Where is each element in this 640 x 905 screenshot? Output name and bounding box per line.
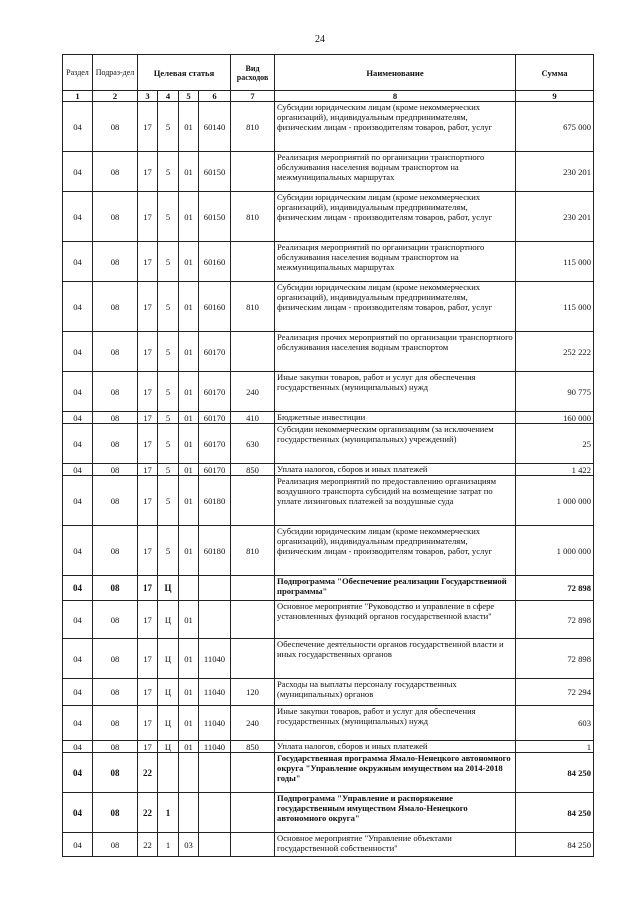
cell-event: 01: [179, 152, 199, 192]
cell-event: [179, 793, 199, 833]
cell-subprogram: 5: [158, 464, 179, 476]
table-row: [63, 793, 594, 833]
cell-vid-rashodov: 120: [231, 679, 275, 706]
cell-event: [179, 576, 199, 601]
cell-naimenovanie: Субсидии юридическим лицам (кроме некоммерческих организаций), индивидуальным предпринимателям, физическим лицам - производителям товаров, работ, услуг: [275, 282, 516, 332]
cell-event: [179, 753, 199, 793]
cell-summa: 230 201: [516, 192, 594, 242]
cell-naimenovanie: Подпрограмма "Управление и распоряжение государственным имуществом Ямало-Ненецкого автономного округа": [275, 793, 516, 833]
cell-naimenovanie: Реализация мероприятий по организации транспортного обслуживания населения водным транспортом на межмуниципальных маршрутах: [275, 242, 516, 282]
table-row: [63, 833, 594, 857]
cell-podrazdel: 08: [93, 601, 138, 639]
cell-summa: 84 250: [516, 753, 594, 793]
cell-summa: 72 898: [516, 601, 594, 639]
cell-vid-rashodov: [231, 332, 275, 372]
cell-vid-rashodov: 810: [231, 282, 275, 332]
header-celevaya-statya: Целевая статья: [138, 55, 231, 91]
cell-naimenovanie: Субсидии юридическим лицам (кроме некоммерческих организаций), индивидуальным предпринимателям, физическим лицам - производителям товаров, работ, услуг: [275, 526, 516, 576]
cell-subprogram: Ц: [158, 706, 179, 741]
cell-razdel: 04: [63, 679, 93, 706]
cell-event: 01: [179, 332, 199, 372]
cell-naimenovanie: Подпрограмма "Обеспечение реализации Государственной программы": [275, 576, 516, 601]
cell-podrazdel: 08: [93, 476, 138, 526]
column-number: 3: [138, 91, 158, 102]
table-row: [63, 464, 594, 476]
cell-program: 17: [138, 464, 158, 476]
cell-podrazdel: 08: [93, 833, 138, 857]
cell-vid-rashodov: [231, 639, 275, 679]
column-number: 9: [516, 91, 594, 102]
cell-summa: 72 898: [516, 576, 594, 601]
cell-direction: [199, 793, 231, 833]
cell-vid-rashodov: [231, 242, 275, 282]
header-vid-rashodov: Вид расходов: [231, 55, 275, 91]
cell-direction: 11040: [199, 706, 231, 741]
cell-program: 17: [138, 679, 158, 706]
table-row: [63, 576, 594, 601]
cell-summa: 72 294: [516, 679, 594, 706]
cell-subprogram: 5: [158, 242, 179, 282]
cell-subprogram: 5: [158, 412, 179, 424]
cell-razdel: 04: [63, 282, 93, 332]
table-row: [63, 424, 594, 464]
cell-summa: 84 250: [516, 833, 594, 857]
cell-program: 17: [138, 102, 158, 152]
cell-vid-rashodov: 850: [231, 464, 275, 476]
cell-podrazdel: 08: [93, 192, 138, 242]
cell-vid-rashodov: 410: [231, 412, 275, 424]
cell-naimenovanie: Реализация мероприятий по предоставлению организациям воздушного транспорта субсидий на возмещение затрат по уплате лизинговых платежей за воздушные суда: [275, 476, 516, 526]
cell-program: 17: [138, 601, 158, 639]
header-naimenovanie: Наименование: [275, 55, 516, 91]
cell-program: 22: [138, 793, 158, 833]
cell-event: 01: [179, 424, 199, 464]
cell-razdel: 04: [63, 576, 93, 601]
cell-razdel: 04: [63, 833, 93, 857]
cell-program: 17: [138, 526, 158, 576]
cell-subprogram: 5: [158, 476, 179, 526]
table-body: [63, 102, 594, 857]
cell-podrazdel: 08: [93, 741, 138, 753]
cell-vid-rashodov: [231, 753, 275, 793]
header-podrazdel: Подраз-дел: [93, 55, 138, 91]
cell-razdel: 04: [63, 152, 93, 192]
cell-podrazdel: 08: [93, 424, 138, 464]
cell-subprogram: 5: [158, 372, 179, 412]
cell-summa: 230 201: [516, 152, 594, 192]
cell-podrazdel: 08: [93, 242, 138, 282]
cell-event: 01: [179, 102, 199, 152]
cell-naimenovanie: Расходы на выплаты персоналу государственных (муниципальных) органов: [275, 679, 516, 706]
cell-direction: 60160: [199, 282, 231, 332]
cell-podrazdel: 08: [93, 412, 138, 424]
cell-direction: 11040: [199, 679, 231, 706]
cell-razdel: 04: [63, 242, 93, 282]
cell-event: 01: [179, 679, 199, 706]
cell-subprogram: 1: [158, 833, 179, 857]
table-row: [63, 639, 594, 679]
cell-subprogram: 5: [158, 282, 179, 332]
cell-podrazdel: 08: [93, 753, 138, 793]
cell-podrazdel: 08: [93, 464, 138, 476]
cell-vid-rashodov: 240: [231, 706, 275, 741]
cell-podrazdel: 08: [93, 639, 138, 679]
cell-program: 17: [138, 242, 158, 282]
cell-naimenovanie: Реализация мероприятий по организации транспортного обслуживания населения водным транспортом на межмуниципальных маршрутах: [275, 152, 516, 192]
cell-razdel: 04: [63, 639, 93, 679]
table-row: [63, 332, 594, 372]
cell-program: 17: [138, 372, 158, 412]
cell-subprogram: Ц: [158, 601, 179, 639]
budget-table: [62, 54, 594, 857]
column-number: 7: [231, 91, 275, 102]
cell-direction: [199, 833, 231, 857]
cell-subprogram: 1: [158, 793, 179, 833]
cell-vid-rashodov: [231, 152, 275, 192]
column-number: 5: [179, 91, 199, 102]
cell-subprogram: 5: [158, 332, 179, 372]
cell-event: 01: [179, 601, 199, 639]
cell-podrazdel: 08: [93, 282, 138, 332]
cell-summa: 1 000 000: [516, 526, 594, 576]
cell-razdel: 04: [63, 192, 93, 242]
column-number: 1: [63, 91, 93, 102]
cell-vid-rashodov: [231, 833, 275, 857]
cell-naimenovanie: Уплата налогов, сборов и иных платежей: [275, 464, 516, 476]
cell-program: 22: [138, 753, 158, 793]
table-row: [63, 372, 594, 412]
table-row: [63, 282, 594, 332]
column-number: 2: [93, 91, 138, 102]
cell-naimenovanie: Субсидии юридическим лицам (кроме некоммерческих организаций), индивидуальным предпринимателям, физическим лицам - производителям товаров, работ, услуг: [275, 192, 516, 242]
cell-event: 01: [179, 242, 199, 282]
cell-program: 17: [138, 476, 158, 526]
cell-podrazdel: 08: [93, 706, 138, 741]
column-number: 4: [158, 91, 179, 102]
cell-vid-rashodov: 240: [231, 372, 275, 412]
header-razdel: Раздел: [63, 55, 93, 91]
cell-subprogram: 5: [158, 152, 179, 192]
cell-direction: [199, 601, 231, 639]
cell-event: 01: [179, 706, 199, 741]
cell-podrazdel: 08: [93, 576, 138, 601]
cell-direction: 60180: [199, 526, 231, 576]
table-row: [63, 476, 594, 526]
cell-event: 01: [179, 192, 199, 242]
cell-naimenovanie: Основное мероприятие "Управление объектами государственной собственности": [275, 833, 516, 857]
cell-naimenovanie: Субсидии некоммерческим организациям (за исключением государственных (муниципальных) учреждений): [275, 424, 516, 464]
cell-subprogram: 5: [158, 424, 179, 464]
cell-direction: 60180: [199, 476, 231, 526]
cell-razdel: 04: [63, 464, 93, 476]
cell-naimenovanie: Государственная программа Ямало-Ненецкого автономного округа "Управление окружным имуществом на 2014-2018 годы": [275, 753, 516, 793]
table-row: [63, 741, 594, 753]
cell-direction: 60160: [199, 242, 231, 282]
table-header-row: [63, 55, 594, 91]
cell-direction: 11040: [199, 741, 231, 753]
cell-podrazdel: 08: [93, 679, 138, 706]
cell-summa: 603: [516, 706, 594, 741]
cell-vid-rashodov: [231, 793, 275, 833]
cell-naimenovanie: Иные закупки товаров, работ и услуг для обеспечения государственных (муниципальных) нужд: [275, 372, 516, 412]
cell-podrazdel: 08: [93, 372, 138, 412]
cell-summa: 252 222: [516, 332, 594, 372]
cell-razdel: 04: [63, 706, 93, 741]
cell-direction: 60150: [199, 192, 231, 242]
table-row: [63, 102, 594, 152]
cell-podrazdel: 08: [93, 332, 138, 372]
cell-direction: 60170: [199, 424, 231, 464]
cell-vid-rashodov: [231, 601, 275, 639]
cell-naimenovanie: Уплата налогов, сборов и иных платежей: [275, 741, 516, 753]
cell-summa: 675 000: [516, 102, 594, 152]
cell-vid-rashodov: 810: [231, 526, 275, 576]
cell-program: 17: [138, 424, 158, 464]
cell-razdel: 04: [63, 424, 93, 464]
cell-subprogram: [158, 753, 179, 793]
cell-program: 17: [138, 639, 158, 679]
cell-razdel: 04: [63, 601, 93, 639]
cell-podrazdel: 08: [93, 102, 138, 152]
cell-summa: 1 422: [516, 464, 594, 476]
cell-podrazdel: 08: [93, 526, 138, 576]
cell-event: 01: [179, 282, 199, 332]
cell-program: 17: [138, 192, 158, 242]
cell-subprogram: 5: [158, 192, 179, 242]
table-row: [63, 412, 594, 424]
cell-event: 01: [179, 372, 199, 412]
cell-program: 17: [138, 332, 158, 372]
cell-summa: 84 250: [516, 793, 594, 833]
cell-event: 01: [179, 464, 199, 476]
cell-summa: 90 775: [516, 372, 594, 412]
column-number: 8: [275, 91, 516, 102]
cell-event: 01: [179, 526, 199, 576]
cell-program: 17: [138, 152, 158, 192]
cell-summa: 115 000: [516, 282, 594, 332]
cell-summa: 72 898: [516, 639, 594, 679]
cell-podrazdel: 08: [93, 793, 138, 833]
cell-vid-rashodov: 810: [231, 102, 275, 152]
cell-razdel: 04: [63, 412, 93, 424]
cell-razdel: 04: [63, 753, 93, 793]
cell-razdel: 04: [63, 741, 93, 753]
cell-razdel: 04: [63, 102, 93, 152]
cell-event: 01: [179, 412, 199, 424]
cell-event: 01: [179, 639, 199, 679]
cell-subprogram: Ц: [158, 679, 179, 706]
table-row: [63, 753, 594, 793]
cell-direction: 60170: [199, 464, 231, 476]
table-row: [63, 242, 594, 282]
cell-event: 03: [179, 833, 199, 857]
cell-summa: 1: [516, 741, 594, 753]
cell-vid-rashodov: 810: [231, 192, 275, 242]
cell-direction: [199, 753, 231, 793]
cell-summa: 160 000: [516, 412, 594, 424]
cell-subprogram: Ц: [158, 741, 179, 753]
cell-direction: 11040: [199, 639, 231, 679]
cell-vid-rashodov: 850: [231, 741, 275, 753]
header-summa: Сумма: [516, 55, 594, 91]
table-row: [63, 526, 594, 576]
page-number: 24: [315, 34, 325, 45]
table-row: [63, 152, 594, 192]
cell-direction: 60140: [199, 102, 231, 152]
column-numbers-row: [63, 91, 594, 102]
cell-naimenovanie: Иные закупки товаров, работ и услуг для обеспечения государственных (муниципальных) нужд: [275, 706, 516, 741]
cell-subprogram: Ц: [158, 639, 179, 679]
cell-direction: 60170: [199, 372, 231, 412]
table-row: [63, 679, 594, 706]
cell-event: 01: [179, 741, 199, 753]
cell-vid-rashodov: [231, 576, 275, 601]
cell-subprogram: 5: [158, 102, 179, 152]
cell-program: 17: [138, 576, 158, 601]
cell-direction: [199, 576, 231, 601]
cell-program: 17: [138, 282, 158, 332]
cell-event: 01: [179, 476, 199, 526]
cell-razdel: 04: [63, 526, 93, 576]
cell-subprogram: Ц: [158, 576, 179, 601]
cell-direction: 60150: [199, 152, 231, 192]
cell-subprogram: 5: [158, 526, 179, 576]
cell-razdel: 04: [63, 372, 93, 412]
cell-naimenovanie: Обеспечение деятельности органов государственной власти и иных государственных органов: [275, 639, 516, 679]
cell-summa: 115 000: [516, 242, 594, 282]
column-number: 6: [199, 91, 231, 102]
cell-program: 17: [138, 412, 158, 424]
cell-summa: 1 000 000: [516, 476, 594, 526]
cell-direction: 60170: [199, 412, 231, 424]
cell-razdel: 04: [63, 476, 93, 526]
cell-summa: 25: [516, 424, 594, 464]
cell-razdel: 04: [63, 332, 93, 372]
cell-naimenovanie: Бюджетные инвестиции: [275, 412, 516, 424]
cell-vid-rashodov: [231, 476, 275, 526]
table-row: [63, 601, 594, 639]
cell-razdel: 04: [63, 793, 93, 833]
cell-program: 22: [138, 833, 158, 857]
table-row: [63, 706, 594, 741]
cell-program: 17: [138, 741, 158, 753]
cell-direction: 60170: [199, 332, 231, 372]
cell-vid-rashodov: 630: [231, 424, 275, 464]
cell-program: 17: [138, 706, 158, 741]
cell-podrazdel: 08: [93, 152, 138, 192]
cell-naimenovanie: Субсидии юридическим лицам (кроме некоммерческих организаций), индивидуальным предпринимателям, физическим лицам - производителям товаров, работ, услуг: [275, 102, 516, 152]
cell-naimenovanie: Основное мероприятие "Руководство и управление в сфере установленных функций органов государственной власти": [275, 601, 516, 639]
table-row: [63, 192, 594, 242]
cell-naimenovanie: Реализация прочих мероприятий по организации транспортного обслуживания населения водным транспортом: [275, 332, 516, 372]
